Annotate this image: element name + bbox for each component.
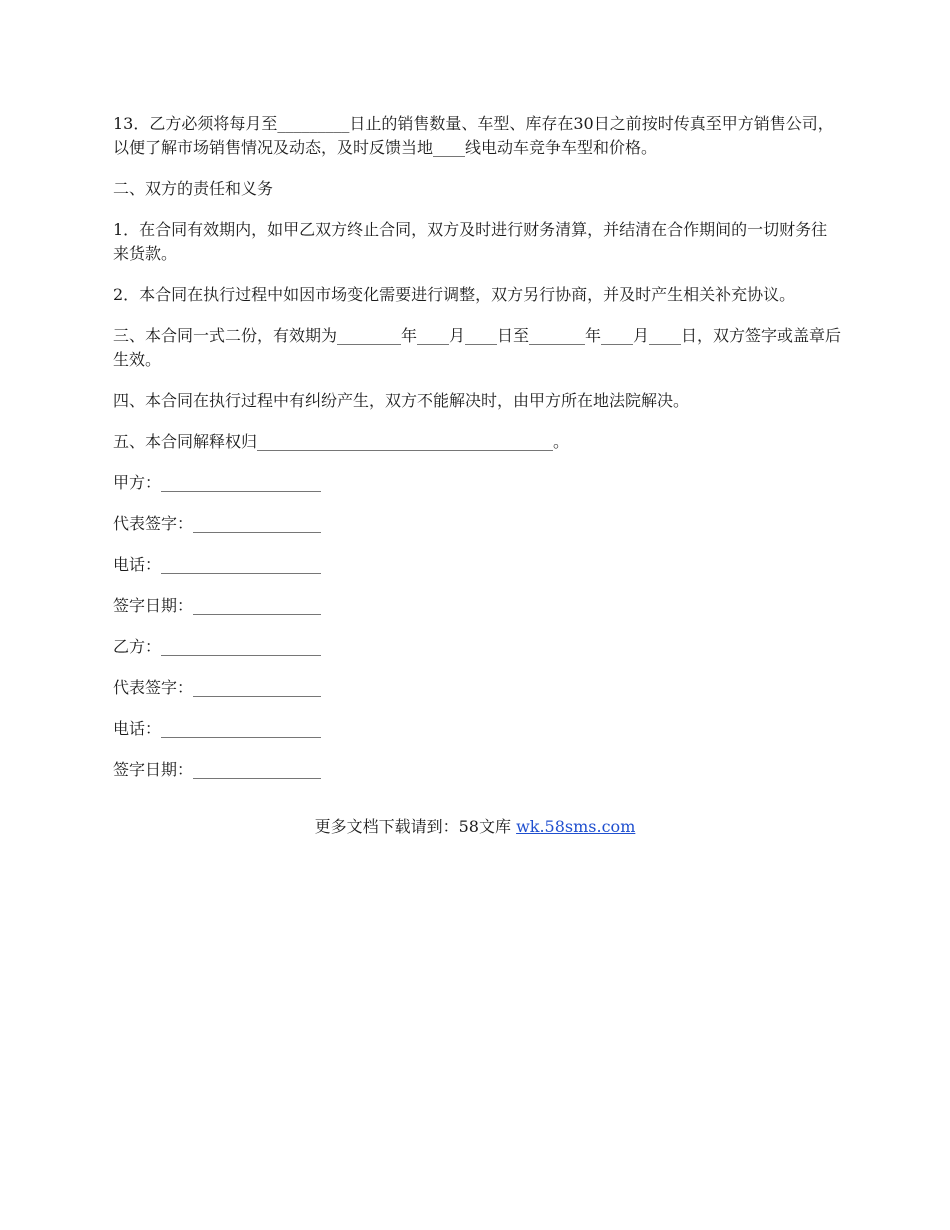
clause-validity-period: 三、本合同一式二份，有效期为________年____月____日至_______年____月____日，双方签字或盖章后生效。 bbox=[113, 326, 842, 369]
signature-block bbox=[113, 471, 843, 799]
clause-dispute-resolution: 四、本合同在执行过程中有纠纷产生，双方不能解决时，由甲方所在地法院解决。 bbox=[113, 391, 690, 410]
clause-interpretation-right: 五、本合同解释权归_____________________________________。 bbox=[113, 432, 570, 451]
party-a-date-field: 签字日期：________________ bbox=[113, 596, 322, 615]
party-a-representative-field: 代表签字：________________ bbox=[113, 514, 322, 533]
clause-responsibility-2: 2．本合同在执行过程中如因市场变化需要进行调整，双方另行协商，并及时产生相关补充协议。 bbox=[113, 285, 796, 304]
party-b-field: 乙方：____________________ bbox=[113, 637, 322, 656]
document-body bbox=[113, 112, 843, 799]
download-footer bbox=[0, 815, 950, 839]
party-b-date-field: 签字日期：________________ bbox=[113, 760, 322, 779]
party-b-representative-field: 代表签字：________________ bbox=[113, 678, 322, 697]
party-b-phone-field: 电话：____________________ bbox=[113, 719, 322, 738]
footer-prefix-text: 更多文档下载请到：58文库 bbox=[314, 817, 517, 836]
party-a-phone-field: 电话：____________________ bbox=[113, 555, 322, 574]
clause-responsibility-1: 1．在合同有效期内，如甲乙双方终止合同，双方及时进行财务清算，并结清在合作期间的一切财务往来货款。 bbox=[113, 220, 828, 263]
section-heading-responsibilities: 二、双方的责任和义务 bbox=[113, 179, 274, 198]
party-a-field: 甲方：____________________ bbox=[113, 473, 322, 492]
footer-website-link[interactable]: wk.58sms.com bbox=[516, 817, 636, 836]
clause-13: 13．乙方必须将每月至_________日止的销售数量、车型、库存在30日之前按时传真至甲方销售公司，以便了解市场销售情况及动态，及时反馈当地____线电动车竞争车型和价格。 bbox=[113, 114, 834, 157]
